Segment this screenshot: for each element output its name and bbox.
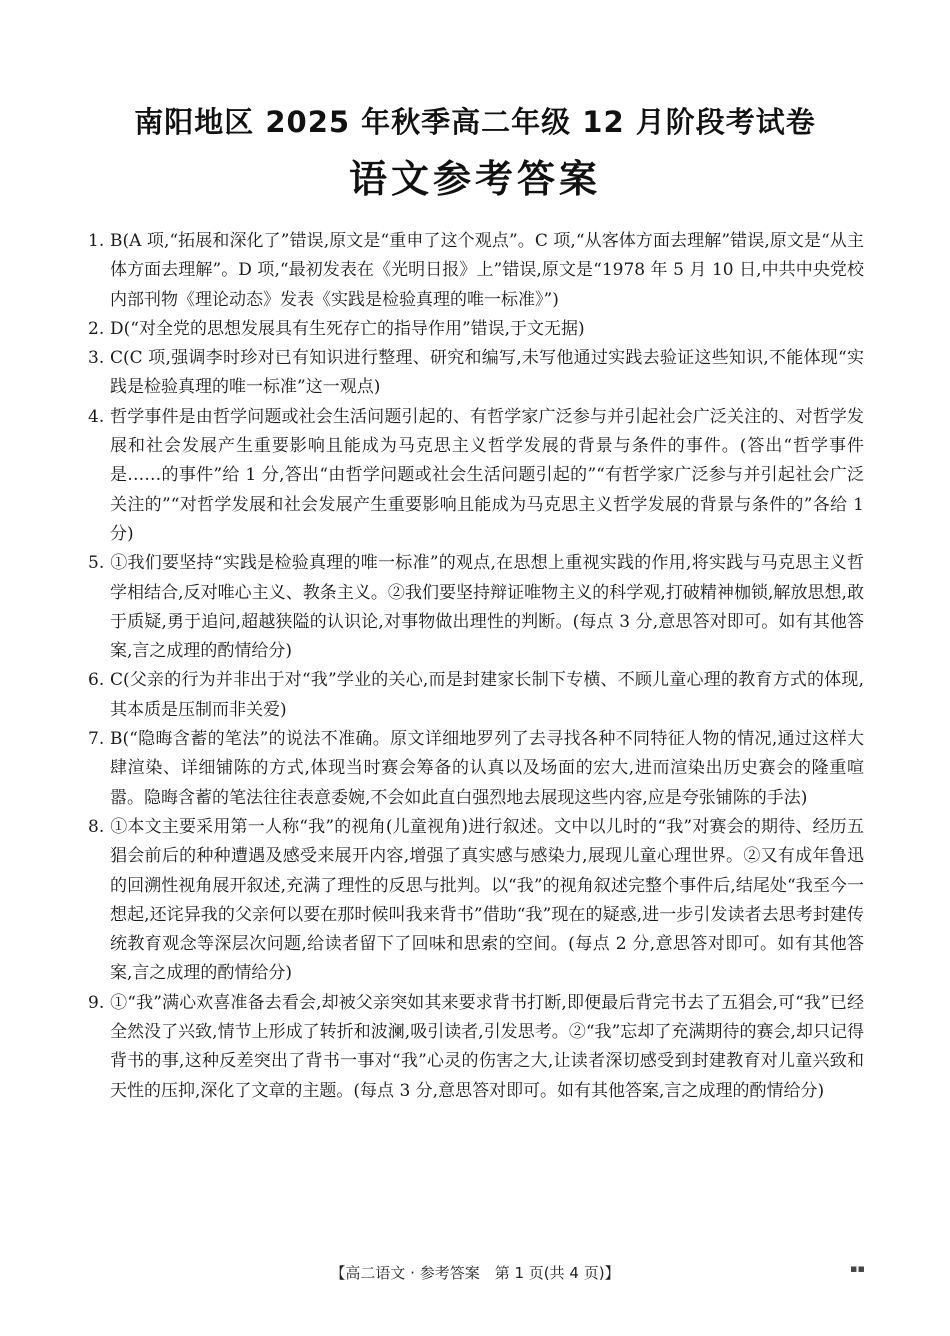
answer-item-2: [88, 315, 864, 344]
answer-text: B(“隐晦含蓄的笔法”的说法不准确。原文详细地罗列了去寻找各种不同特征人物的情况,通过这样大肆渲染、详细铺陈的方式,体现当时赛会筹备的认真以及场面的宏大,进而渲染出历史赛会的隆重喧嚣。隐晦含蓄的笔法往往表意委婉,不会如此直白强烈地去展现这些内容,应是夸张铺陈的手法): [110, 729, 864, 808]
page-footer: 【高二语文 · 参考答案 第 1 页(共 4 页)】: [330, 1264, 620, 1282]
answer-text: D(“对全党的思想发展具有生死存亡的指导作用”错误,于文无据): [110, 318, 585, 339]
answer-text: B(A 项,“拓展和深化了”错误,原文是“重申了这个观点”。C 项,“从客体方面去理解”错误,原文是“从主体方面去理解”。D 项,“最初发表在《光明日报》上”错误,原文是“1978 年 5 月 10 日,中共中央党校内部刊物《理论动态》发表《实践是检验真理的唯一标准》”): [110, 231, 864, 310]
answer-text: C(父亲的行为并非出于对“我”学业的关心,而是封建家长制下专横、不顾儿童心理的教育方式的体现,其本质是压制而非关爱): [110, 670, 864, 720]
answer-text: ①本文主要采用第一人称“我”的视角(儿童视角)进行叙述。文中以儿时的“我”对赛会的期待、经历五猖会前后的种种遭遇及感受来展开内容,增强了真实感与感染力,展现儿童心理世界。②又有成年鲁迅的回溯性视角展开叙述,充满了理性的反思与批判。以“我”的视角叙述完整个事件后,结尾处“我至今一想起,还诧异我的父亲何以要在那时候叫我来背书”借助“我”现在的疑惑,进一步引发读者去思考封建传统教育观念等深层次问题,给读者留下了回味和思索的空间。(每点 2 分,意思答对即可。如有其他答案,言之成理的酌情给分): [110, 816, 864, 984]
answer-number: 3.: [88, 348, 105, 369]
answer-text: 哲学事件是由哲学问题或社会生活问题引起的、有哲学家广泛参与并引起社会广泛关注的、对哲学发展和社会发展产生重要影响且能成为马克思主义哲学发展的背景与条件的事件。(答出“哲学事件是……的事件”给 1 分,答出“由哲学问题或社会生活问题引起的”“有哲学家广泛参与并引起社会广泛关注的”“对哲学发展和社会发展产生重要影响且能成为马克思主义哲学发展的背景与条件的”各给 1 分): [110, 406, 864, 544]
page-subtitle: 语文参考答案: [348, 157, 601, 201]
answer-number: 2.: [88, 318, 105, 339]
answer-text: ①“我”满心欢喜准备去看会,却被父亲突如其来要求背书打断,即便最后背完书去了五猖会,可“我”已经全然没了兴致,情节上形成了转折和波澜,吸引读者,引发思考。②“我”忘却了充满期待的赛会,却只记得背书的事,这种反差突出了背书一事对“我”心灵的伤害之大,让读者深切感受到封建教育对儿童兴致和天性的压抑,深化了文章的主题。(每点 3 分,意思答对即可。如有其他答案,言之成理的酌情给分): [110, 992, 865, 1101]
answer-number: 5.: [88, 553, 105, 574]
answer-text: C(C 项,强调李时珍对已有知识进行整理、研究和编写,未写他通过实践去验证这些知识,不能体现“实践是检验真理的唯一标准”这一观点): [110, 348, 864, 398]
answer-item-1: [88, 227, 864, 315]
answer-text: ①我们要坚持“实践是检验真理的唯一标准”的观点,在思想上重视实践的作用,将实践与马克思主义哲学相结合,反对唯心主义、教条主义。②我们要坚持辩证唯物主义的科学观,打破精神枷锁,解放思想,敢于质疑,勇于追问,超越狭隘的认识论,对事物做出理性的判断。(每点 3 分,意思答对即可。如有其他答案,言之成理的酌情给分): [110, 553, 864, 662]
exam-title: 南阳地区 2025 年秋季高二年级 12 月阶段考试卷: [134, 105, 816, 139]
answer-number: 8.: [88, 816, 105, 837]
answer-number: 6.: [88, 670, 105, 691]
answer-item-7: [88, 725, 864, 813]
answer-number: 9.: [88, 992, 105, 1013]
answer-item-9: [88, 989, 864, 1106]
answer-item-5: [88, 549, 864, 666]
answer-item-3: [88, 344, 864, 403]
answer-item-4: [88, 403, 864, 549]
answer-number: 4.: [88, 406, 105, 427]
answer-list: [88, 227, 864, 1106]
footer-mark: ▪▪: [850, 1262, 865, 1275]
answer-number: 1.: [88, 231, 105, 251]
answer-item-8: [88, 813, 864, 989]
answer-number: 7.: [88, 729, 105, 750]
answer-item-6: [88, 666, 864, 725]
